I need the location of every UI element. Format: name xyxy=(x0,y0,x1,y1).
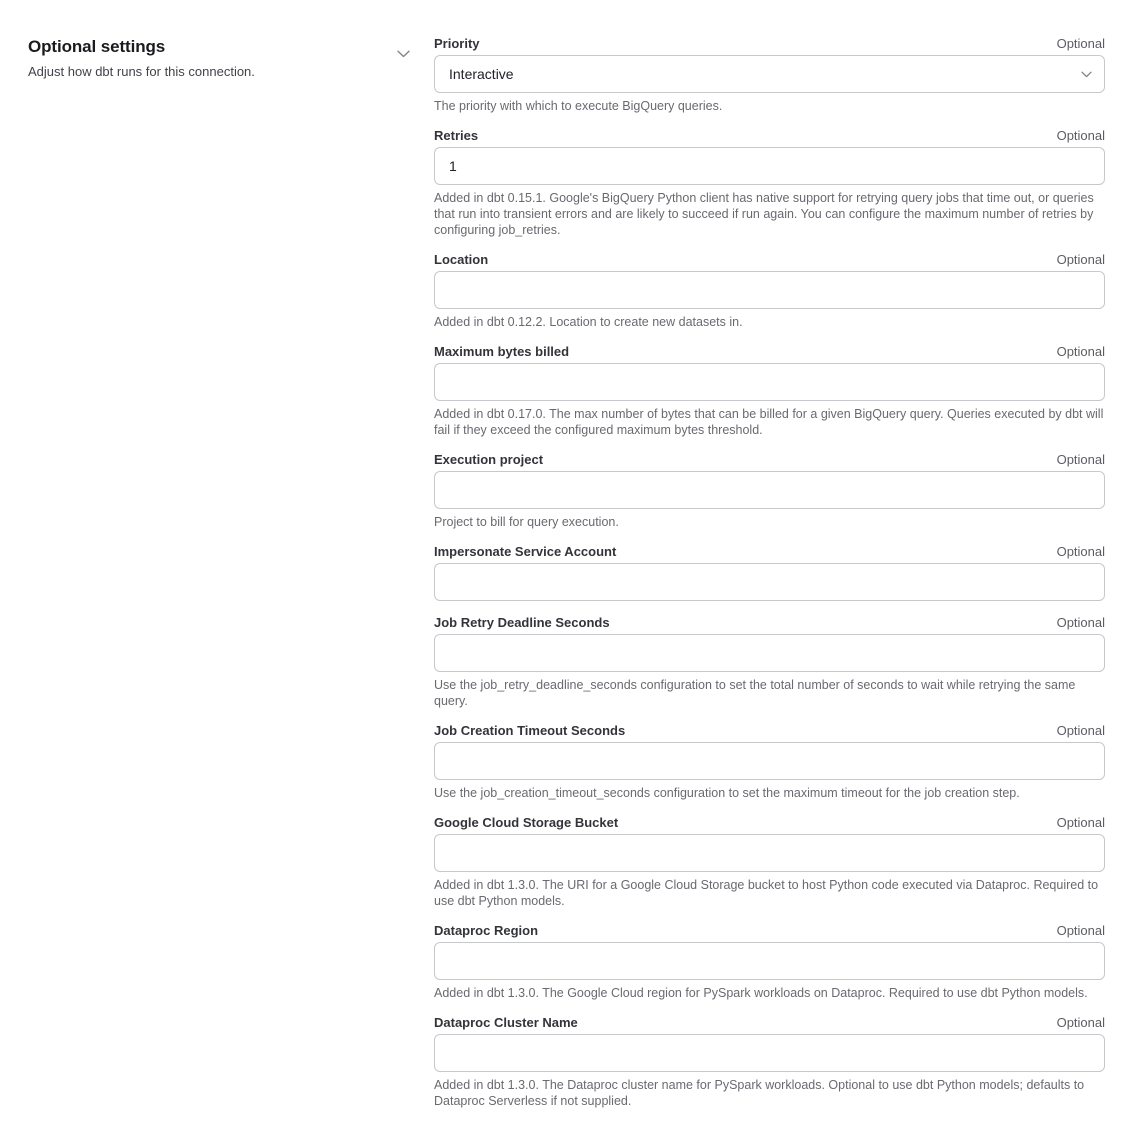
field-helper-text: Added in dbt 0.17.0. The max number of bytes that can be billed for a given BigQuery query. Queries executed by dbt will fail if they exceed the configured maximum bytes threshold. xyxy=(434,407,1104,437)
field-helper-text: Added in dbt 1.3.0. The Dataproc cluster name for PySpark workloads. Optional to use dbt Python models; defaults to Dataproc Serverless if not supplied. xyxy=(434,1078,1085,1108)
field-head xyxy=(434,815,1105,831)
field-helper-text: The priority with which to execute BigQuery queries. xyxy=(434,99,723,113)
field-helper-text: Added in dbt 1.3.0. The Google Cloud region for PySpark workloads on Dataproc. Required to use dbt Python models. xyxy=(434,986,1088,1000)
optional-badge: Optional xyxy=(1056,923,1105,938)
optional-badge: Optional xyxy=(1056,615,1105,630)
field-label: Dataproc Cluster Name xyxy=(434,1015,578,1030)
retries-field xyxy=(434,128,1105,238)
optional-badge: Optional xyxy=(1056,128,1105,143)
google-cloud-storage-bucket-field xyxy=(434,815,1105,909)
field-helper-text: Added in dbt 0.12.2. Location to create new datasets in. xyxy=(434,315,743,329)
settings-form xyxy=(434,36,1105,1123)
field-head xyxy=(434,723,1105,739)
field-label: Location xyxy=(434,252,489,267)
field-helper-text: Added in dbt 0.15.1. Google's BigQuery Python client has native support for retrying query jobs that time out, or queries that run into transient errors and are likely to succeed if run again. You can configure the maximum number of retries by configuring job_retries. xyxy=(434,191,1094,237)
job-retry-deadline-seconds-field xyxy=(434,615,1105,709)
optional-badge: Optional xyxy=(1056,544,1105,559)
field-head xyxy=(434,452,1105,468)
field-helper-text: Added in dbt 1.3.0. The URI for a Google Cloud Storage bucket to host Python code executed via Dataproc. Required to use dbt Python models. xyxy=(434,878,1099,908)
field-head xyxy=(434,923,1105,939)
field-head xyxy=(434,36,1105,52)
google-cloud-storage-bucket-input[interactable] xyxy=(434,834,1105,872)
dataproc-cluster-name-input[interactable] xyxy=(434,1034,1105,1072)
optional-badge: Optional xyxy=(1056,36,1105,51)
priority-field xyxy=(434,36,1105,114)
field-head xyxy=(434,252,1105,268)
field-helper-text: Use the job_retry_deadline_seconds configuration to set the total number of seconds to wait while retrying the same query. xyxy=(434,678,1076,708)
maximum-bytes-billed-input[interactable] xyxy=(434,363,1105,401)
optional-badge: Optional xyxy=(1056,815,1105,830)
impersonate-service-account-field xyxy=(434,544,1105,601)
select-value: Interactive xyxy=(449,66,514,82)
field-label: Execution project xyxy=(434,452,544,467)
execution-project-field xyxy=(434,452,1105,530)
field-helper-text: Use the job_creation_timeout_seconds configuration to set the maximum timeout for the job creation step. xyxy=(434,786,1020,800)
dataproc-region-input[interactable] xyxy=(434,942,1105,980)
maximum-bytes-billed-field xyxy=(434,344,1105,438)
retries-input[interactable] xyxy=(434,147,1105,185)
field-label: Impersonate Service Account xyxy=(434,544,617,559)
field-head xyxy=(434,544,1105,560)
field-label: Job Creation Timeout Seconds xyxy=(434,723,626,738)
job-retry-deadline-seconds-input[interactable] xyxy=(434,634,1105,672)
field-label: Maximum bytes billed xyxy=(434,344,570,359)
optional-badge: Optional xyxy=(1056,452,1105,467)
priority-select[interactable] xyxy=(434,55,1105,93)
impersonate-service-account-input[interactable] xyxy=(434,563,1105,601)
location-input[interactable] xyxy=(434,271,1105,309)
section-description: Adjust how dbt runs for this connection. xyxy=(28,64,255,79)
optional-badge: Optional xyxy=(1056,723,1105,738)
field-label: Dataproc Region xyxy=(434,923,539,938)
field-head xyxy=(434,1015,1105,1031)
section-header xyxy=(28,36,380,80)
field-label: Job Retry Deadline Seconds xyxy=(434,615,610,630)
field-label: Google Cloud Storage Bucket xyxy=(434,815,619,830)
execution-project-input[interactable] xyxy=(434,471,1105,509)
optional-badge: Optional xyxy=(1056,344,1105,359)
chevron-down-icon xyxy=(397,50,410,58)
field-head xyxy=(434,128,1105,144)
dataproc-cluster-name-field xyxy=(434,1015,1105,1109)
job-creation-timeout-seconds-input[interactable] xyxy=(434,742,1105,780)
section-title: Optional settings xyxy=(28,37,166,56)
field-head xyxy=(434,615,1105,631)
optional-badge: Optional xyxy=(1056,1015,1105,1030)
job-creation-timeout-seconds-field xyxy=(434,723,1105,801)
dataproc-region-field xyxy=(434,923,1105,1001)
field-label: Priority xyxy=(434,36,480,51)
section-collapse-button[interactable] xyxy=(393,44,413,64)
field-helper-text: Project to bill for query execution. xyxy=(434,515,619,529)
field-label: Retries xyxy=(434,128,479,143)
chevron-down-icon xyxy=(1081,71,1092,78)
location-field xyxy=(434,252,1105,330)
field-head xyxy=(434,344,1105,360)
optional-badge: Optional xyxy=(1056,252,1105,267)
